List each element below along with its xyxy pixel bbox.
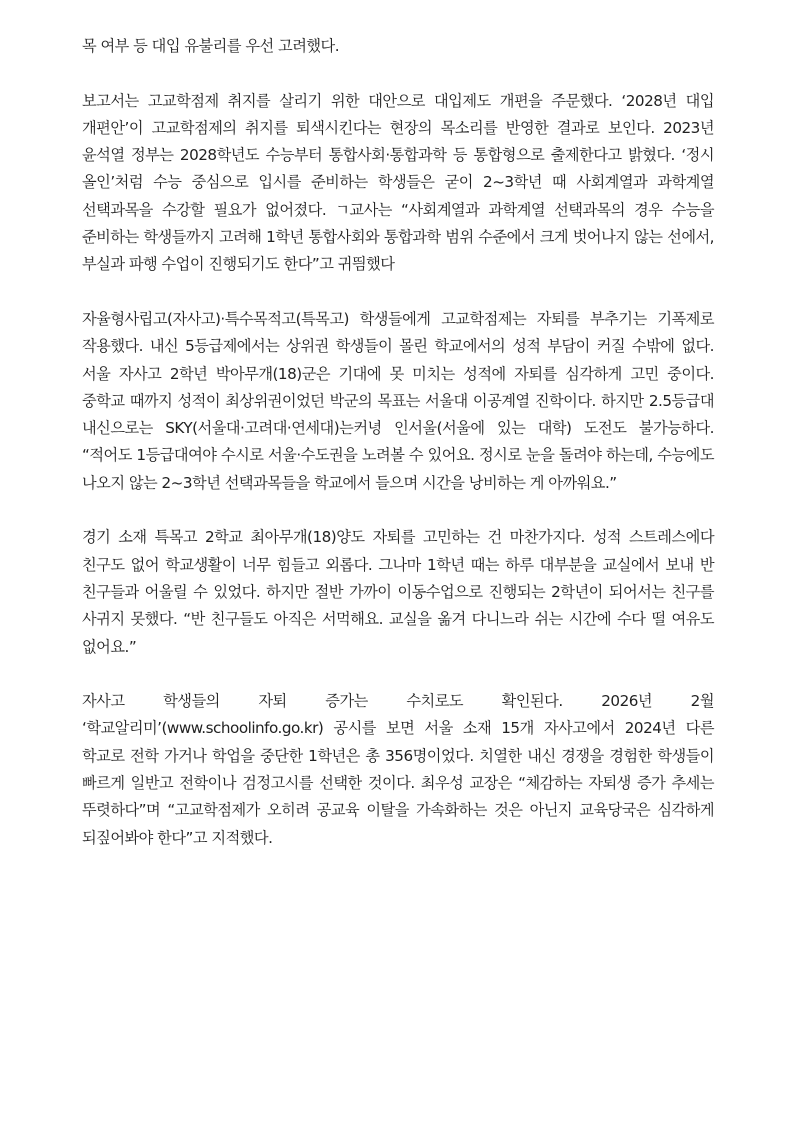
paragraph-2: 보고서는 고교학점제 취지를 살리기 위한 대안으로 대입제도 개편을 주문했다. ‘2028년 대입 개편안’이 고교학점제의 취지를 퇴색시킨다는 현장의 목소리를 반영한 결과로 보인다. 2023년 윤석열 정부는 2028학년도 수능부터 통합사회·통합과학 등 통합형으로 출제한다고 밝혔다. ‘정시 올인’처럼 수능 중심으로 입시를 준비하는 학생들은 굳이 2~3학년 때 사회계열과 과학계열 선택과목을 수강할 필요가 없어졌다. ㄱ교사는 “사회계열과 과학계열 선택과목의 경우 수능을 준비하는 학생들까지 고려해 1학년 통합사회와 통합과학 범위 수준에서 크게 벗어나지 않는 선에서, 부실과 파행 수업이 진행되기도 한다”고 귀띔했다 [82,91,714,274]
paragraph-4: 경기 소재 특목고 2학교 최아무개(18)양도 자퇴를 고민하는 건 마찬가지다. 성적 스트레스에다 친구도 없어 학교생활이 너무 힘들고 외롭다. 그나마 1학년 때는 하루 대부분을 교실에서 보내 반 친구들과 어울릴 수 있었다. 하지만 절반 가까이 이동수업으로 진행되는 2학년이 되어서는 친구를 사귀지 못했다. “반 친구들도 아직은 서먹해요. 교실을 옮겨 다니느라 쉬는 시간에 수다 떨 여유도 없어요.” [82,528,714,656]
paragraph-3: 자율형사립고(자사고)·특수목적고(특목고) 학생들에게 고교학점제는 자퇴를 부추기는 기폭제로 작용했다. 내신 5등급제에서는 상위권 학생들이 몰린 학교에서의 성적 부담이 커질 수밖에 없다. 서울 자사고 2학년 박아무개(18)군은 기대에 못 미치는 성적에 자퇴를 심각하게 고민 중이다. 중학교 때까지 성적이 최상위권이었던 박군의 목표는 서울대 이공계열 진학이다. 하지만 2.5등급대 내신으로는 SKY(서울대·고려대·연세대)는커녕 인서울(서울에 있는 대학) 도전도 불가능하다. “적어도 1등급대여야 수시로 서울·수도권을 노려볼 수 있어요. 정시로 눈을 돌려야 하는데, 수능에도 나오지 않는 2~3학년 선택과목들을 학교에서 들으며 시간을 낭비하는 게 아까워요.” [82,309,714,492]
paragraph-5: 자사고 학생들의 자퇴 증가는 수치로도 확인된다. 2026년 2월 ‘학교알리미’(www.schoolinfo.go.kr) 공시를 보면 서울 소재 15개 자사고에서 2024년 다른 학교로 전학 가거나 학업을 중단한 1학년은 총 356명이었다. 치열한 내신 경쟁을 경험한 학생들이 빠르게 일반고 전학이나 검정고시를 선택한 것이다. 최우성 교장은 “체감하는 자퇴생 증가 추세는 뚜렷하다”며 “고교학점제가 오히려 공교육 이탈을 가속화하는 것은 아닌지 교육당국은 심각하게 되짚어봐야 한다”고 지적했다. [82,692,714,847]
paragraph-1: 목 여부 등 대입 유불리를 우선 고려했다. [82,37,340,55]
article-body [82,33,714,852]
